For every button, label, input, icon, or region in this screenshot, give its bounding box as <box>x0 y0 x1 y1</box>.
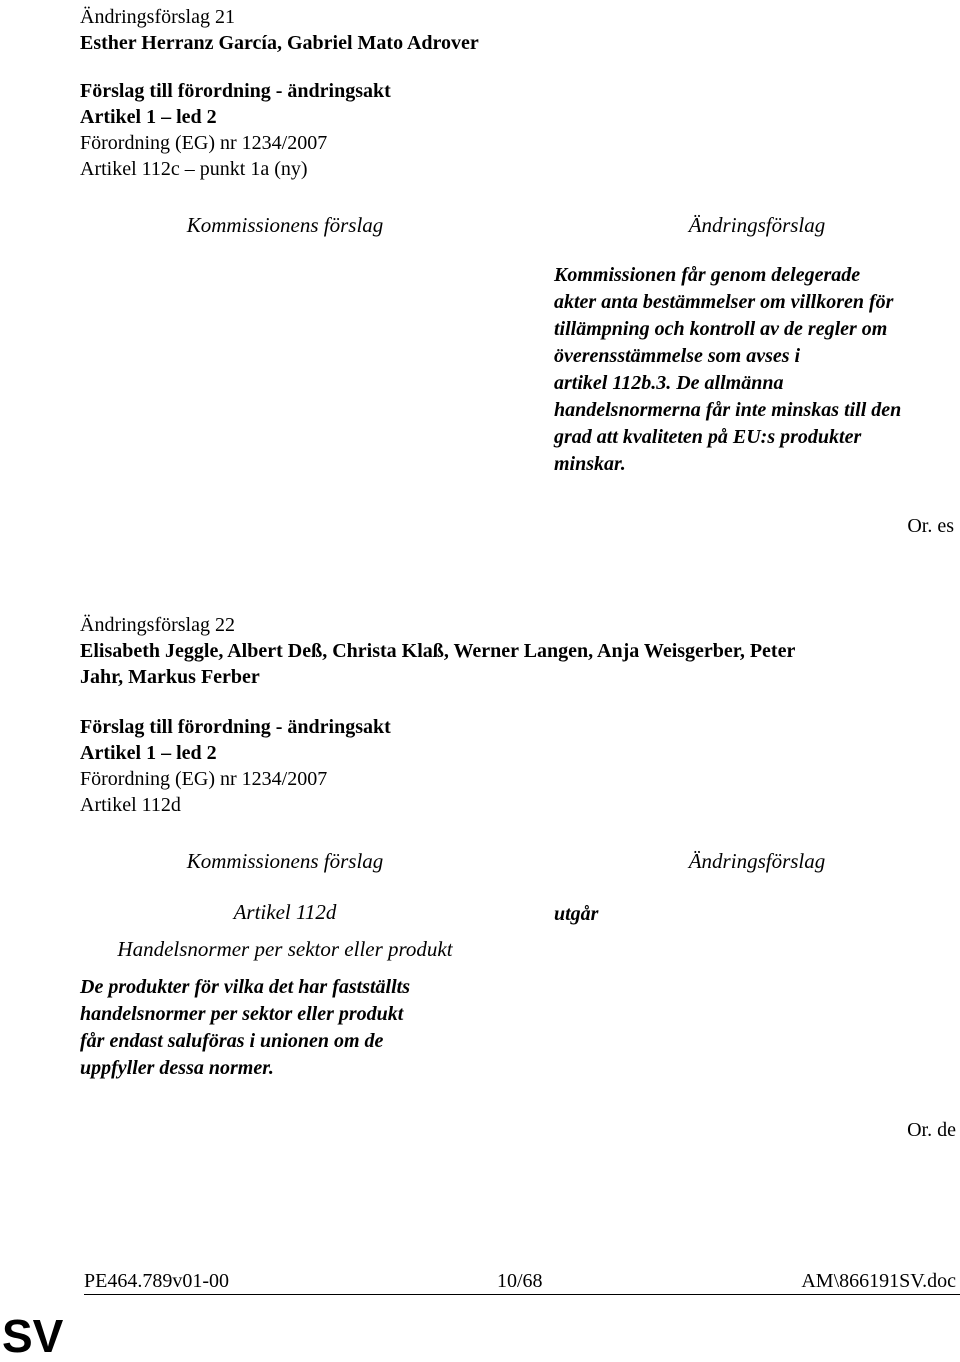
amendment-21-regulation: Förordning (EG) nr 1234/2007 <box>80 132 328 154</box>
amendment-22-right-text: utgår <box>554 903 599 925</box>
amendment-22-left-column-heading: Kommissionens förslag <box>186 849 384 873</box>
amendment-21-proposal-title: Förslag till förordning - ändringsakt <box>80 80 391 102</box>
amendment-21-number: Ändringsförslag 21 <box>80 6 235 28</box>
amendment-21-right-line: artikel 112b.3. De allmänna <box>554 372 784 394</box>
amendment-21-right-line: grad att kvaliteten på EU:s produkter <box>554 426 862 448</box>
amendment-22-authors-line-1: Elisabeth Jeggle, Albert Deß, Christa Klaß, Werner Langen, Anja Weisgerber, Peter <box>80 640 796 662</box>
amendment-22-left-line: får endast saluföras i unionen om de <box>80 1030 384 1052</box>
amendment-21-authors: Esther Herranz García, Gabriel Mato Adrover <box>80 32 479 54</box>
amendment-22-authors-line-2: Jahr, Markus Ferber <box>80 666 260 688</box>
amendment-22-right-column-heading: Ändringsförslag <box>688 849 826 873</box>
amendment-22-left-heading: Handelsnormer per sektor eller produkt <box>117 937 453 961</box>
amendment-22-proposal-title: Förslag till förordning - ändringsakt <box>80 716 391 738</box>
amendment-21-right-line: handelsnormerna får inte minskas till den <box>554 399 902 421</box>
amendment-21-right-line: tillämpning och kontroll av de regler om <box>554 318 888 340</box>
amendment-22-number: Ändringsförslag 22 <box>80 614 235 636</box>
amendment-21-article-ref: Artikel 1 – led 2 <box>80 106 217 128</box>
amendment-22-left-line: De produkter för vilka det har fastställts <box>80 976 411 998</box>
amendment-22-left-text <box>80 974 500 1082</box>
amendment-21-right-line: minskar. <box>554 453 626 475</box>
amendment-21-right-line: överensstämmelse som avses i <box>554 345 801 367</box>
amendment-22-left-line: handelsnormer per sektor eller produkt <box>80 1003 404 1025</box>
amendment-22-left-line: uppfyller dessa normer. <box>80 1057 274 1079</box>
amendment-21-right-line: Kommissionen får genom delegerade <box>554 264 861 286</box>
footer-doc-ref: PE464.789v01-00 <box>84 1270 229 1292</box>
amendment-22-article-ref: Artikel 1 – led 2 <box>80 742 217 764</box>
amendment-22-left-article: Artikel 112d <box>233 900 337 924</box>
amendment-21-right-column-heading: Ändringsförslag <box>688 213 826 237</box>
footer-file-name: AM\866191SV.doc <box>801 1270 956 1292</box>
footer-page-number: 10/68 <box>497 1270 543 1292</box>
amendment-22-regulation: Förordning (EG) nr 1234/2007 <box>80 768 328 790</box>
amendment-21-origin: Or. es <box>907 515 954 537</box>
amendment-21-left-column-heading: Kommissionens förslag <box>186 213 384 237</box>
footer-divider <box>84 1294 960 1295</box>
amendment-22-article-point: Artikel 112d <box>80 794 181 816</box>
amendment-22-origin: Or. de <box>907 1119 956 1141</box>
amendment-21-article-point: Artikel 112c – punkt 1a (ny) <box>80 158 308 180</box>
language-code: SV <box>2 1310 64 1362</box>
amendment-21-right-line: akter anta bestämmelser om villkoren för <box>554 291 894 313</box>
amendment-21-right-text <box>554 262 958 478</box>
